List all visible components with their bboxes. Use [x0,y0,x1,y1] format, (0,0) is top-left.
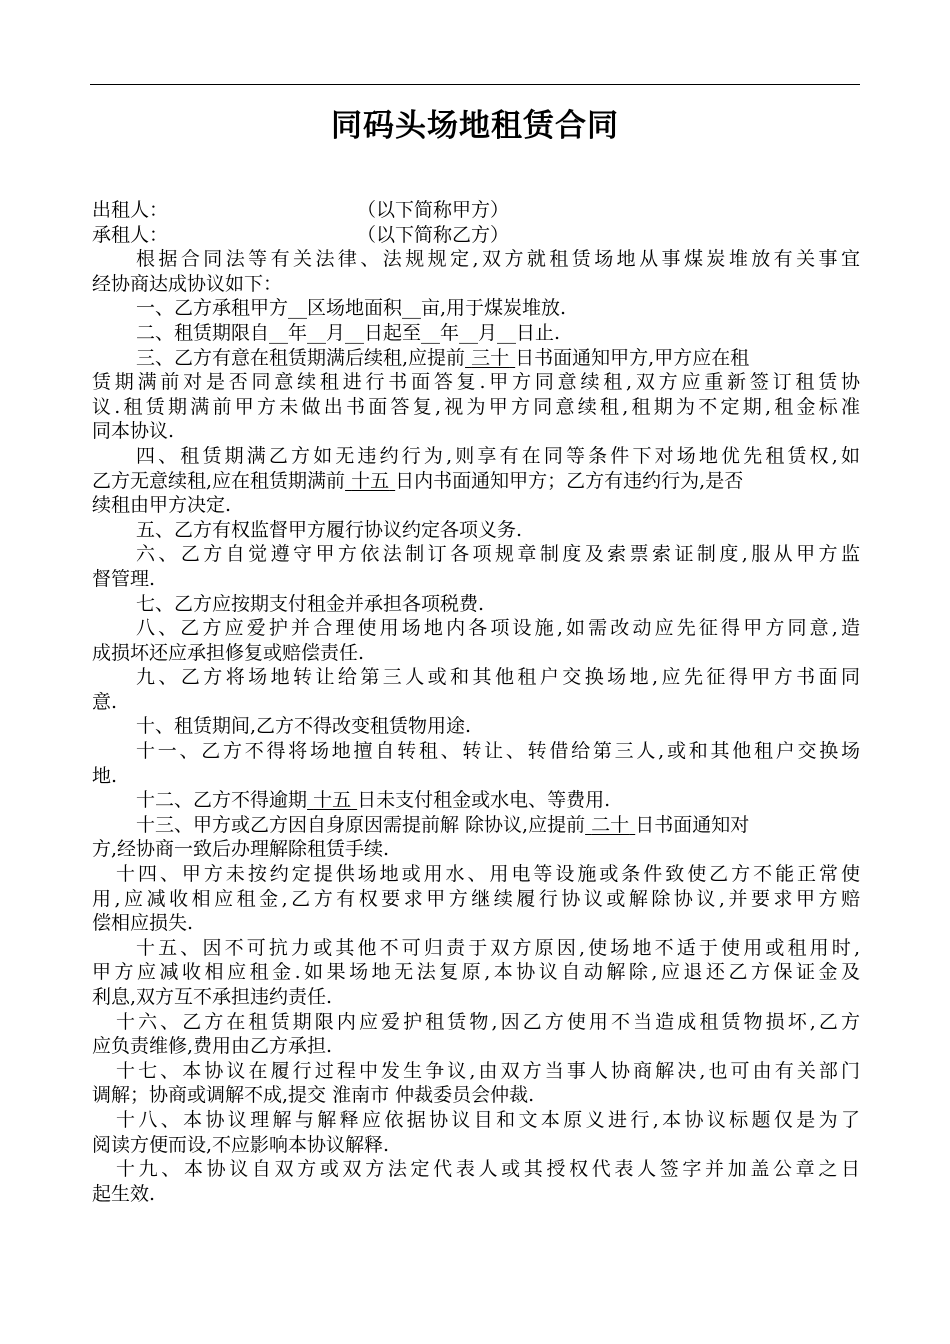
clause-15-cont: 甲方应减收相应租金.如果场地无法复原,本协议自动解除,应退还乙方保证金及 [92,961,860,984]
clause-10: 十、租赁期间,乙方不得改变租赁物用途. [136,715,472,738]
header-rule [90,84,860,85]
clause-text: 日书面通知对 [635,813,750,836]
clause-text: 十三、甲方或乙方因自身原因需提前解 除协议,应提前 [136,813,586,836]
clause-13-cont: 方,经协商一致后办理解除租赁手续. [92,838,390,861]
clause-18: 十八、本协议理解与解释应依据协议目和文本原义进行,本协议标题仅是为了 [116,1108,860,1131]
clause-4-cont: 续租由甲方决定. [92,494,232,517]
clause-18-cont: 阅读方便而设,不应影响本协议解释. [92,1133,390,1156]
clause-text: 三、乙方有意在租赁期满后续租,应提前 [136,346,466,369]
clause-3-cont: 赁期满前对是否同意续租进行书面答复.甲方同意续租,双方应重新签订租赁协 [92,371,860,394]
clause-11: 十一、乙方不得将场地擅自转租、转让、转借给第三人,或和其他租户交换场 [136,740,860,763]
filled-blank [465,347,515,369]
filled-value: 二十 [591,813,630,836]
filled-blank [307,789,357,811]
clause-15: 十五、因不可抗力或其他不可归责于双方原因,使场地不适于使用或租用时, [136,936,860,959]
clause-text: 日未支付租金或水电、等费用. [357,789,611,812]
clause-16: 十六、乙方在租赁期限内应爱护租赁物,因乙方使用不当造成租赁物损坏,乙方 [116,1010,860,1033]
lessee-label: 承租人： [92,223,169,246]
clause-3 [92,346,860,371]
clause-9: 九、乙方将场地转让给第三人或和其他租户交换场地,应先征得甲方书面同 [136,666,860,689]
filled-value: 十五 [351,469,390,492]
clause-12 [92,788,860,813]
lessor-label: 出租人： [92,199,169,221]
clause-8: 八、乙方应爱护并合理使用场地内各项设施,如需改动应先征得甲方同意,造 [136,617,860,640]
preamble-line: 经协商达成协议如下： [92,272,283,295]
clause-2: 二、租赁期限自__年__月__日起至__年__月__日止. [136,321,561,344]
contract-body [92,198,860,1206]
filled-blank [345,470,395,492]
filled-value: 十五 [313,789,352,812]
clause-text: 日书面通知甲方,甲方应在租 [515,346,750,369]
document-title: 同码头场地租赁合同 [331,108,619,144]
clause-9-cont: 意. [92,690,118,713]
clause-3-cont: 议.租赁期满前甲方未做出书面答复,视为甲方同意续租,租期为不定期,租金标准 [92,395,860,418]
preamble-line: 根据合同法等有关法律、法规规定,双方就租赁场地从事煤炭堆放有关事宜 [136,248,860,271]
clause-11-cont: 地. [92,764,118,787]
clause-4: 四、租赁期满乙方如无违约行为,则享有在同等条件下对场地优先租赁权,如 [136,444,860,467]
lessee-line [92,223,860,248]
lessor-line [92,198,860,223]
clause-17-cont: 调解；协商或调解不成,提交 淮南市 仲裁委员会仲裁. [92,1084,535,1107]
clause-text: 十二、乙方不得逾期 [136,789,308,812]
clause-15-cont: 利息,双方互不承担违约责任. [92,986,333,1008]
clause-3-cont: 同本协议. [92,420,175,443]
clause-19: 十九、本协议自双方或双方法定代表人或其授权代表人签字并加盖公章之日 [116,1158,860,1181]
clause-4-cont [92,469,860,494]
clause-6-cont: 督管理. [92,567,156,590]
clause-text: 日内书面通知甲方；乙方有违约行为,是否 [395,469,744,492]
clause-5: 五、乙方有权监督甲方履行协议约定各项义务. [136,518,523,541]
filled-value: 三十 [471,346,510,369]
clause-14-cont: 用,应减收相应租金,乙方有权要求甲方继续履行协议或解除协议,并要求甲方赔 [92,887,860,910]
clause-17: 十七、本协议在履行过程中发生争议,由双方当事人协商解决,也可由有关部门 [116,1059,860,1082]
clause-16-cont: 应负责维修,费用由乙方承担. [92,1035,333,1058]
clause-19-cont: 起生效. [92,1182,156,1205]
lessee-note: （以下简称乙方） [357,223,510,246]
lessor-note: （以下简称甲方） [357,199,510,221]
clause-6: 六、乙方自觉遵守甲方依法制订各项规章制度及索票索证制度,服从甲方监 [136,543,860,566]
clause-7: 七、乙方应按期支付租金并承担各项税费. [136,592,485,615]
clause-1: 一、乙方承租甲方__区场地面积__亩,用于煤炭堆放. [136,297,567,320]
clause-8-cont: 成损坏还应承担修复或赔偿责任. [92,641,365,664]
clause-text: 乙方无意续租,应在租赁期满前 [92,469,346,492]
filled-blank [585,814,635,836]
clause-14-cont: 偿相应损失. [92,912,194,935]
clause-14: 十四、甲方未按约定提供场地或用水、用电等设施或条件致使乙方不能正常使 [116,863,860,886]
clause-13 [92,813,860,838]
